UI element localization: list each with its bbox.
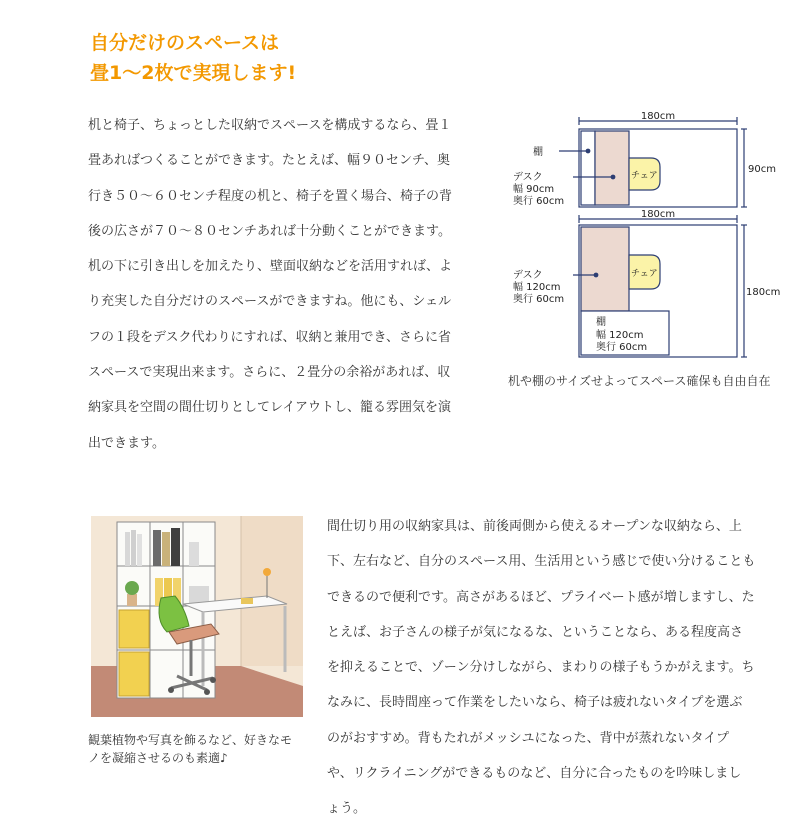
heading-line-2: 畳1～2枚で実現します! — [90, 62, 297, 84]
intro-paragraph — [88, 108, 480, 461]
caption-line: ノを凝縮させるのも素適♪ — [88, 751, 228, 765]
caption-line: 観葉植物や写真を飾るなど、好きなモ — [88, 733, 293, 747]
paragraph-line: 机の下に引き出しを加えたり、壁面収納などを活用すれば、よ — [88, 259, 453, 275]
illustration-caption — [88, 731, 308, 767]
paragraph-line: 出できます。 — [88, 435, 165, 451]
bottom-desk-label: デスク — [513, 270, 543, 281]
bottom-desk-depth: 奥行 60cm — [513, 294, 565, 305]
paragraph-line: 下、左右など、自分のスペース用、生活用という感じで使い分けることも — [327, 554, 756, 570]
paragraph-line: ょう。 — [327, 801, 367, 817]
top-desk-depth: 奥行 60cm — [513, 196, 565, 207]
bottom-desk — [581, 227, 629, 311]
floor-plan-diagram — [503, 108, 788, 363]
bottom-desk-width: 幅 120cm — [513, 282, 561, 293]
top-shelf — [581, 131, 595, 205]
room-illustration — [91, 516, 303, 717]
paragraph-line: り充実した自分だけのスペースができますね。他にも、シェル — [88, 294, 452, 310]
top-desk — [595, 131, 629, 205]
bottom-width-label: 180cm — [640, 209, 676, 220]
top-desk-width: 幅 90cm — [513, 184, 555, 195]
paragraph-line: できるので便利です。高さがあるほど、プライベート感が増しますし、た — [327, 589, 755, 605]
storage-paragraph — [327, 509, 789, 827]
top-chair-label: チェア — [631, 171, 658, 181]
paragraph-line: スペースで実現出来ます。さらに、２畳分の余裕があれば、収 — [88, 365, 451, 381]
paragraph-line: や、リクライニングができるものなど、自分に合ったものを吟味しまし — [327, 766, 742, 782]
bottom-height-label: 180cm — [746, 287, 781, 298]
paragraph-line: 机と椅子、ちょっとした収納でスペースを構成するなら、畳１ — [88, 118, 452, 133]
heading-line-1: 自分だけのスペースは — [90, 32, 280, 54]
bottom-shelf-depth: 奥行 60cm — [596, 342, 648, 353]
paragraph-line: とえば、お子さんの様子が気になるな、ということなら、ある程度高さ — [327, 624, 744, 640]
paragraph-line: 後の広さが７０～８０センチあれば十分動くことができます。 — [88, 223, 451, 239]
paragraph-line: 行き５０～６０センチ程度の机と、椅子を置く場合、椅子の背 — [88, 188, 453, 204]
top-shelf-label: 棚 — [533, 147, 543, 158]
top-height-label: 90cm — [748, 164, 776, 175]
top-desk-label: デスク — [513, 172, 543, 183]
paragraph-line: のがおすすめ。背もたれがメッシユになった、背中が蒸れないタイプ — [327, 730, 729, 746]
bottom-chair-label: チェア — [631, 269, 658, 279]
top-width-label: 180cm — [640, 111, 676, 122]
diagram-caption: 机や棚のサイズせよってスペース確保も自由自在 — [508, 374, 771, 388]
paragraph-line: 畳あればつくることができます。たとえば、幅９０センチ、奥 — [88, 153, 451, 169]
bottom-shelf-label: 棚 — [596, 317, 606, 328]
section-heading — [90, 28, 296, 88]
paragraph-line: フの１段をデスク代わりにすれば、収納と兼用でき、さらに省 — [88, 329, 451, 345]
paragraph-line: 納家具を空間の間仕切りとしてレイアウトし、籠る雰囲気を演 — [88, 400, 451, 416]
bottom-shelf-width: 幅 120cm — [596, 330, 644, 341]
paragraph-line: 間仕切り用の収納家具は、前後両側から使えるオープンな収納なら、上 — [327, 519, 742, 534]
paragraph-line: なみに、長時間座って作業をしたいなら、椅子は疲れないタイプを選ぶ — [327, 695, 743, 711]
paragraph-line: を抑えることで、ゾーン分けしながら、まわりの様子もうかがえます。ち — [327, 660, 755, 676]
